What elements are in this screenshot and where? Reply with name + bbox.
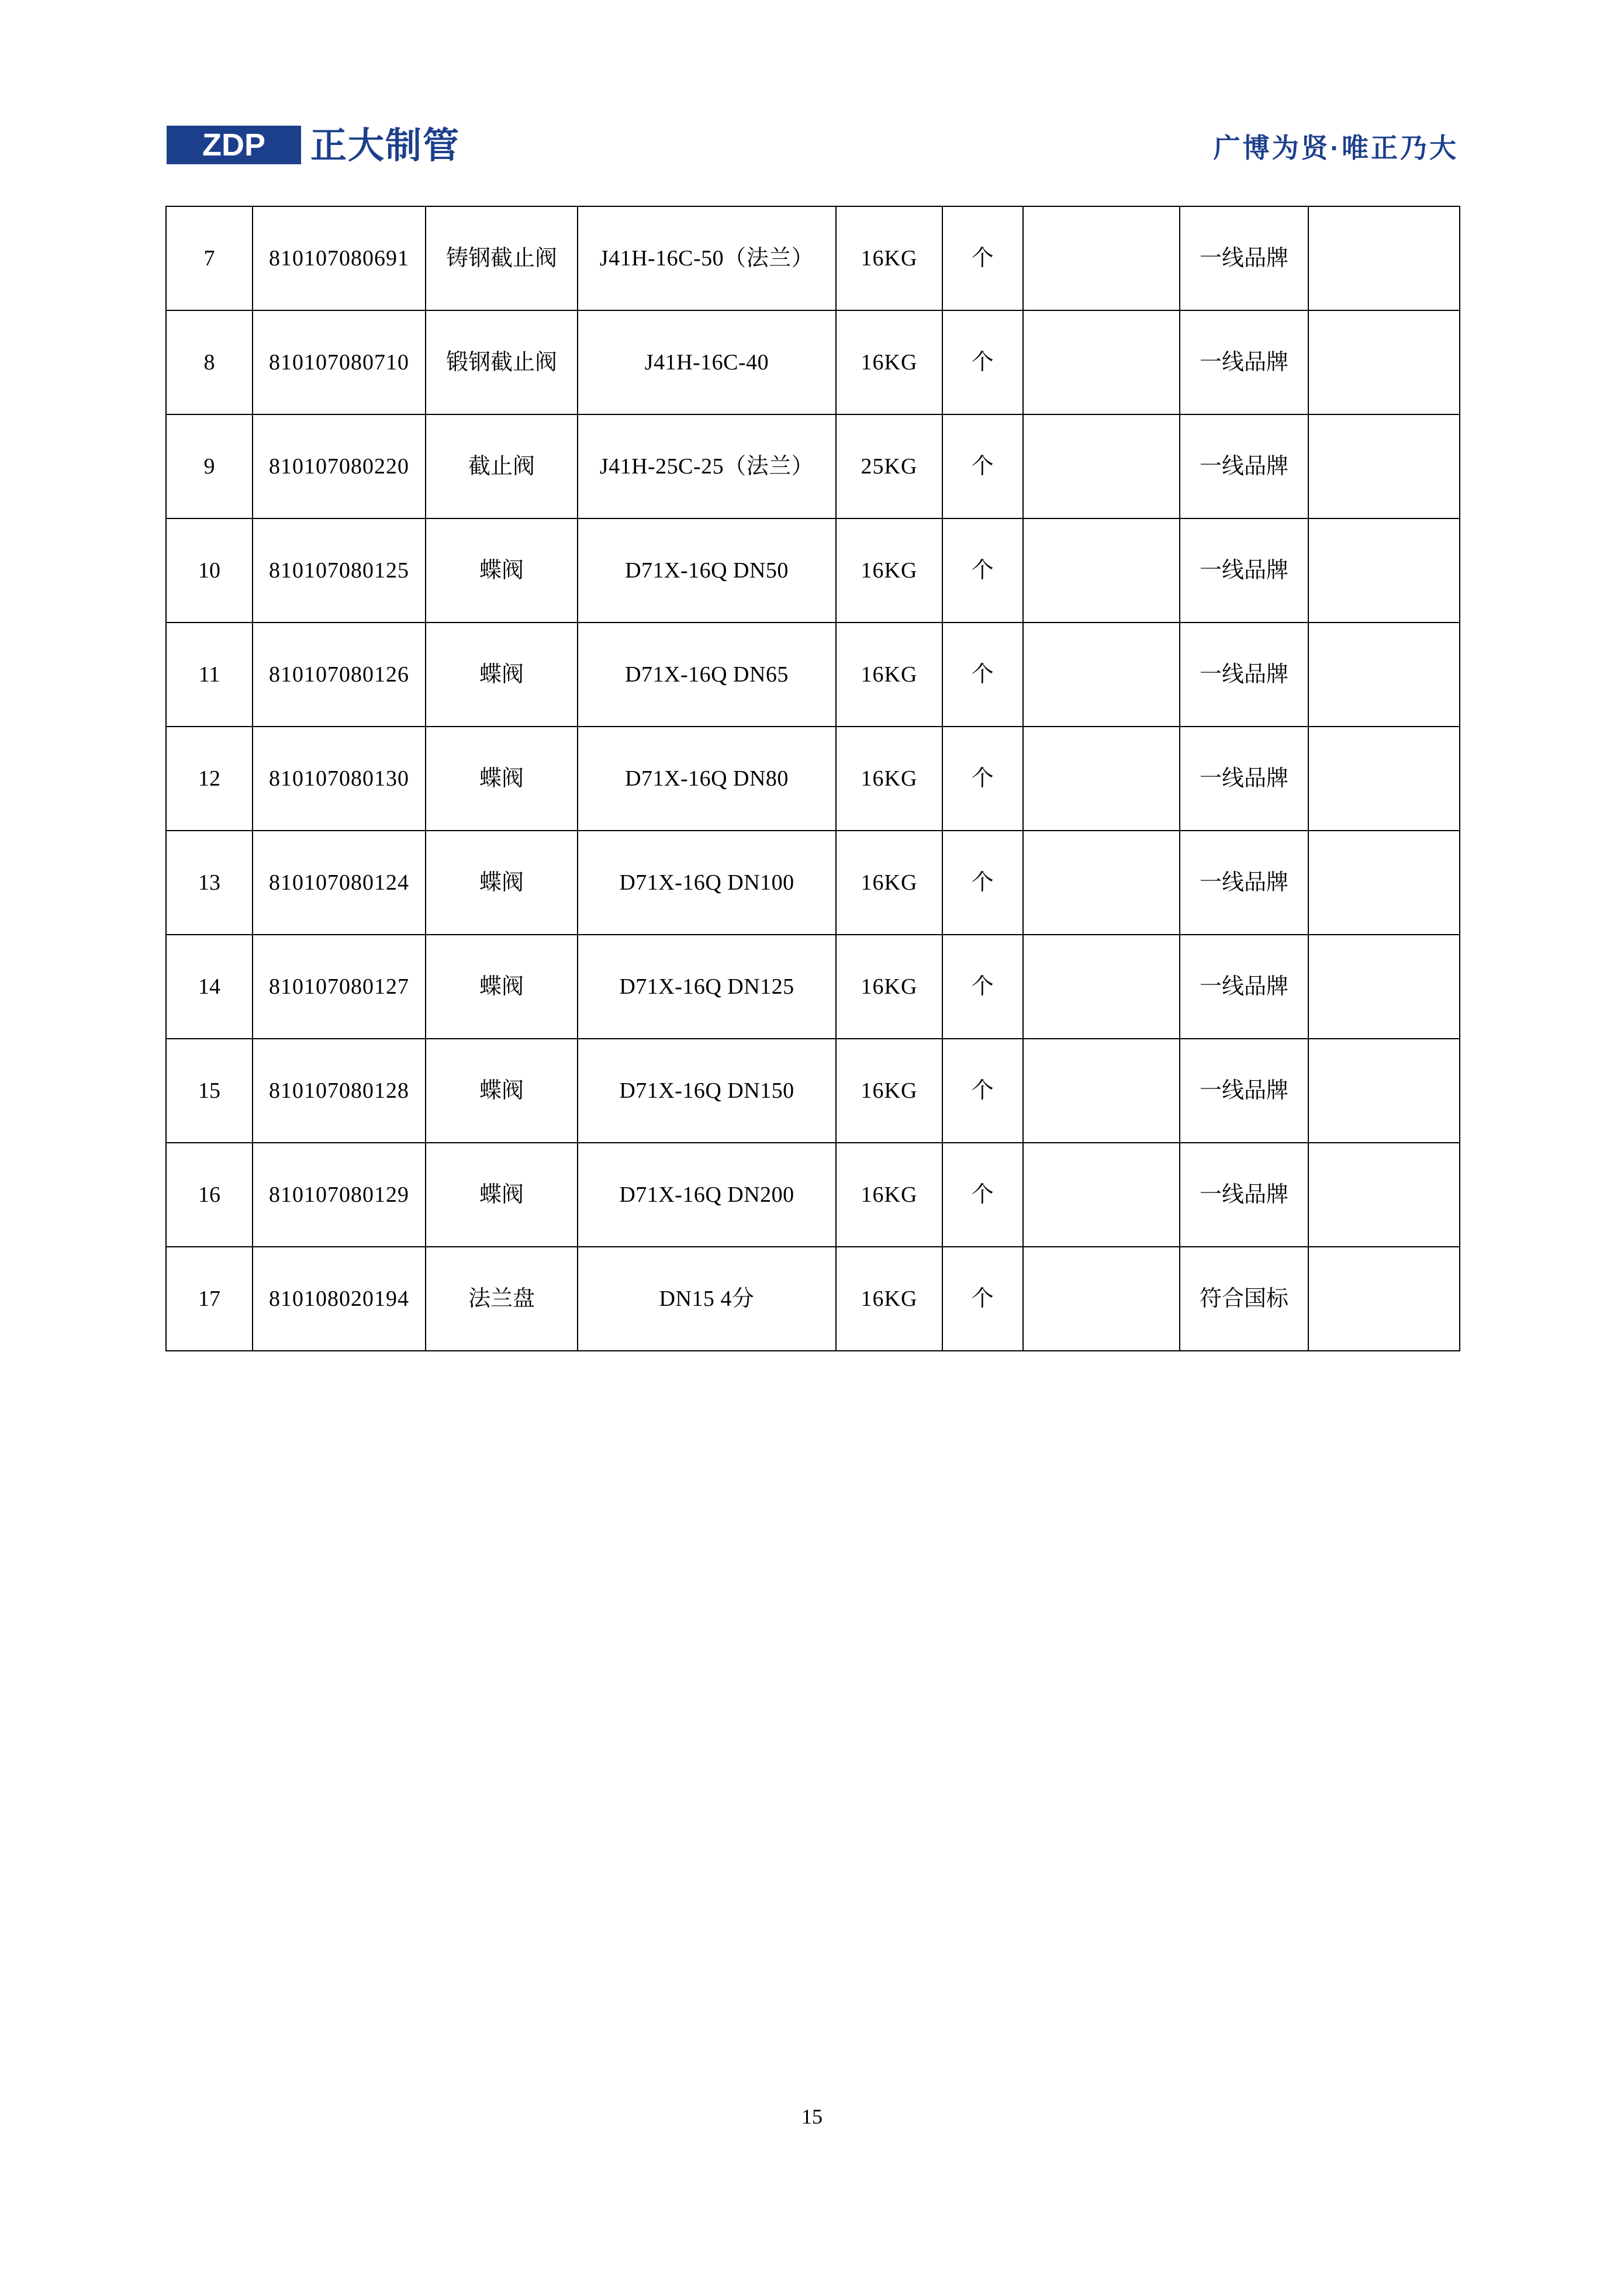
cell-brand: 一线品牌	[1180, 831, 1308, 935]
company-logo	[167, 122, 460, 171]
cell-spec: D71X-16Q DN50	[578, 518, 836, 623]
cell-brand: 一线品牌	[1180, 935, 1308, 1039]
cell-quantity	[1023, 414, 1180, 518]
cell-note	[1308, 1247, 1460, 1351]
cell-name: 锻钢截止阀	[426, 310, 578, 414]
cell-pressure: 16KG	[836, 623, 942, 727]
cell-quantity	[1023, 831, 1180, 935]
cell-index: 12	[166, 727, 253, 831]
cell-spec: J41H-25C-25（法兰）	[578, 414, 836, 518]
cell-code: 810107080130	[253, 727, 426, 831]
cell-note	[1308, 1143, 1460, 1247]
cell-name: 蝶阀	[426, 1039, 578, 1143]
cell-unit: 个	[942, 935, 1023, 1039]
cell-spec: J41H-16C-50（法兰）	[578, 206, 836, 310]
cell-code: 810107080710	[253, 310, 426, 414]
cell-name: 铸钢截止阀	[426, 206, 578, 310]
cell-note	[1308, 935, 1460, 1039]
cell-code: 810107080124	[253, 831, 426, 935]
table-row	[166, 518, 1460, 623]
cell-spec: DN15 4分	[578, 1247, 836, 1351]
cell-spec: D71X-16Q DN200	[578, 1143, 836, 1247]
cell-code: 810107080220	[253, 414, 426, 518]
cell-index: 8	[166, 310, 253, 414]
cell-pressure: 25KG	[836, 414, 942, 518]
company-slogan: 广博为贤·唯正乃大	[1213, 133, 1459, 163]
cell-unit: 个	[942, 1143, 1023, 1247]
table-row	[166, 831, 1460, 935]
materials-table	[165, 206, 1460, 1351]
cell-brand: 一线品牌	[1180, 1143, 1308, 1247]
cell-code: 810107080129	[253, 1143, 426, 1247]
cell-brand: 一线品牌	[1180, 727, 1308, 831]
cell-name: 蝶阀	[426, 727, 578, 831]
cell-quantity	[1023, 518, 1180, 623]
cell-pressure: 16KG	[836, 1039, 942, 1143]
cell-name: 蝶阀	[426, 935, 578, 1039]
cell-name: 蝶阀	[426, 1143, 578, 1247]
cell-brand: 一线品牌	[1180, 310, 1308, 414]
cell-index: 15	[166, 1039, 253, 1143]
cell-spec: D71X-16Q DN65	[578, 623, 836, 727]
company-name: 正大制管	[310, 126, 461, 166]
cell-code: 810107080127	[253, 935, 426, 1039]
cell-name: 蝶阀	[426, 518, 578, 623]
cell-pressure: 16KG	[836, 1143, 942, 1247]
cell-index: 13	[166, 831, 253, 935]
cell-quantity	[1023, 623, 1180, 727]
cell-name: 蝶阀	[426, 831, 578, 935]
svg-text:ZDP: ZDP	[202, 127, 265, 162]
cell-unit: 个	[942, 1039, 1023, 1143]
page-header	[167, 114, 1459, 178]
cell-quantity	[1023, 727, 1180, 831]
table-row	[166, 1247, 1460, 1351]
cell-name: 蝶阀	[426, 623, 578, 727]
cell-brand: 一线品牌	[1180, 518, 1308, 623]
materials-table-body	[166, 206, 1460, 1351]
cell-index: 9	[166, 414, 253, 518]
cell-code: 810107080125	[253, 518, 426, 623]
table-row	[166, 310, 1460, 414]
cell-index: 16	[166, 1143, 253, 1247]
page-number: 15	[801, 2105, 823, 2128]
cell-note	[1308, 206, 1460, 310]
table-row	[166, 414, 1460, 518]
cell-note	[1308, 831, 1460, 935]
cell-pressure: 16KG	[836, 206, 942, 310]
cell-pressure: 16KG	[836, 935, 942, 1039]
cell-unit: 个	[942, 310, 1023, 414]
cell-unit: 个	[942, 518, 1023, 623]
cell-brand: 一线品牌	[1180, 1039, 1308, 1143]
table-row	[166, 727, 1460, 831]
cell-quantity	[1023, 1039, 1180, 1143]
cell-quantity	[1023, 935, 1180, 1039]
cell-pressure: 16KG	[836, 727, 942, 831]
zdp-logo-icon	[167, 122, 301, 171]
cell-spec: D71X-16Q DN150	[578, 1039, 836, 1143]
cell-spec: D71X-16Q DN100	[578, 831, 836, 935]
cell-quantity	[1023, 310, 1180, 414]
cell-index: 7	[166, 206, 253, 310]
cell-spec: D71X-16Q DN80	[578, 727, 836, 831]
cell-brand: 一线品牌	[1180, 414, 1308, 518]
cell-quantity	[1023, 1143, 1180, 1247]
cell-unit: 个	[942, 623, 1023, 727]
cell-index: 10	[166, 518, 253, 623]
cell-unit: 个	[942, 1247, 1023, 1351]
cell-pressure: 16KG	[836, 310, 942, 414]
cell-unit: 个	[942, 831, 1023, 935]
cell-spec: D71X-16Q DN125	[578, 935, 836, 1039]
cell-pressure: 16KG	[836, 518, 942, 623]
cell-index: 17	[166, 1247, 253, 1351]
cell-code: 810107080126	[253, 623, 426, 727]
table-row	[166, 206, 1460, 310]
materials-table-wrap	[165, 206, 1459, 1351]
table-row	[166, 1039, 1460, 1143]
cell-note	[1308, 414, 1460, 518]
table-row	[166, 623, 1460, 727]
table-row	[166, 1143, 1460, 1247]
cell-unit: 个	[942, 727, 1023, 831]
cell-pressure: 16KG	[836, 1247, 942, 1351]
cell-name: 法兰盘	[426, 1247, 578, 1351]
cell-code: 810107080128	[253, 1039, 426, 1143]
cell-code: 810107080691	[253, 206, 426, 310]
cell-brand: 一线品牌	[1180, 206, 1308, 310]
table-row	[166, 935, 1460, 1039]
cell-note	[1308, 310, 1460, 414]
cell-code: 810108020194	[253, 1247, 426, 1351]
cell-brand: 一线品牌	[1180, 623, 1308, 727]
cell-quantity	[1023, 1247, 1180, 1351]
cell-note	[1308, 727, 1460, 831]
cell-index: 11	[166, 623, 253, 727]
cell-quantity	[1023, 206, 1180, 310]
cell-pressure: 16KG	[836, 831, 942, 935]
cell-note	[1308, 1039, 1460, 1143]
cell-name: 截止阀	[426, 414, 578, 518]
cell-spec: J41H-16C-40	[578, 310, 836, 414]
cell-unit: 个	[942, 414, 1023, 518]
cell-note	[1308, 623, 1460, 727]
cell-index: 14	[166, 935, 253, 1039]
cell-brand: 符合国标	[1180, 1247, 1308, 1351]
cell-unit: 个	[942, 206, 1023, 310]
cell-note	[1308, 518, 1460, 623]
